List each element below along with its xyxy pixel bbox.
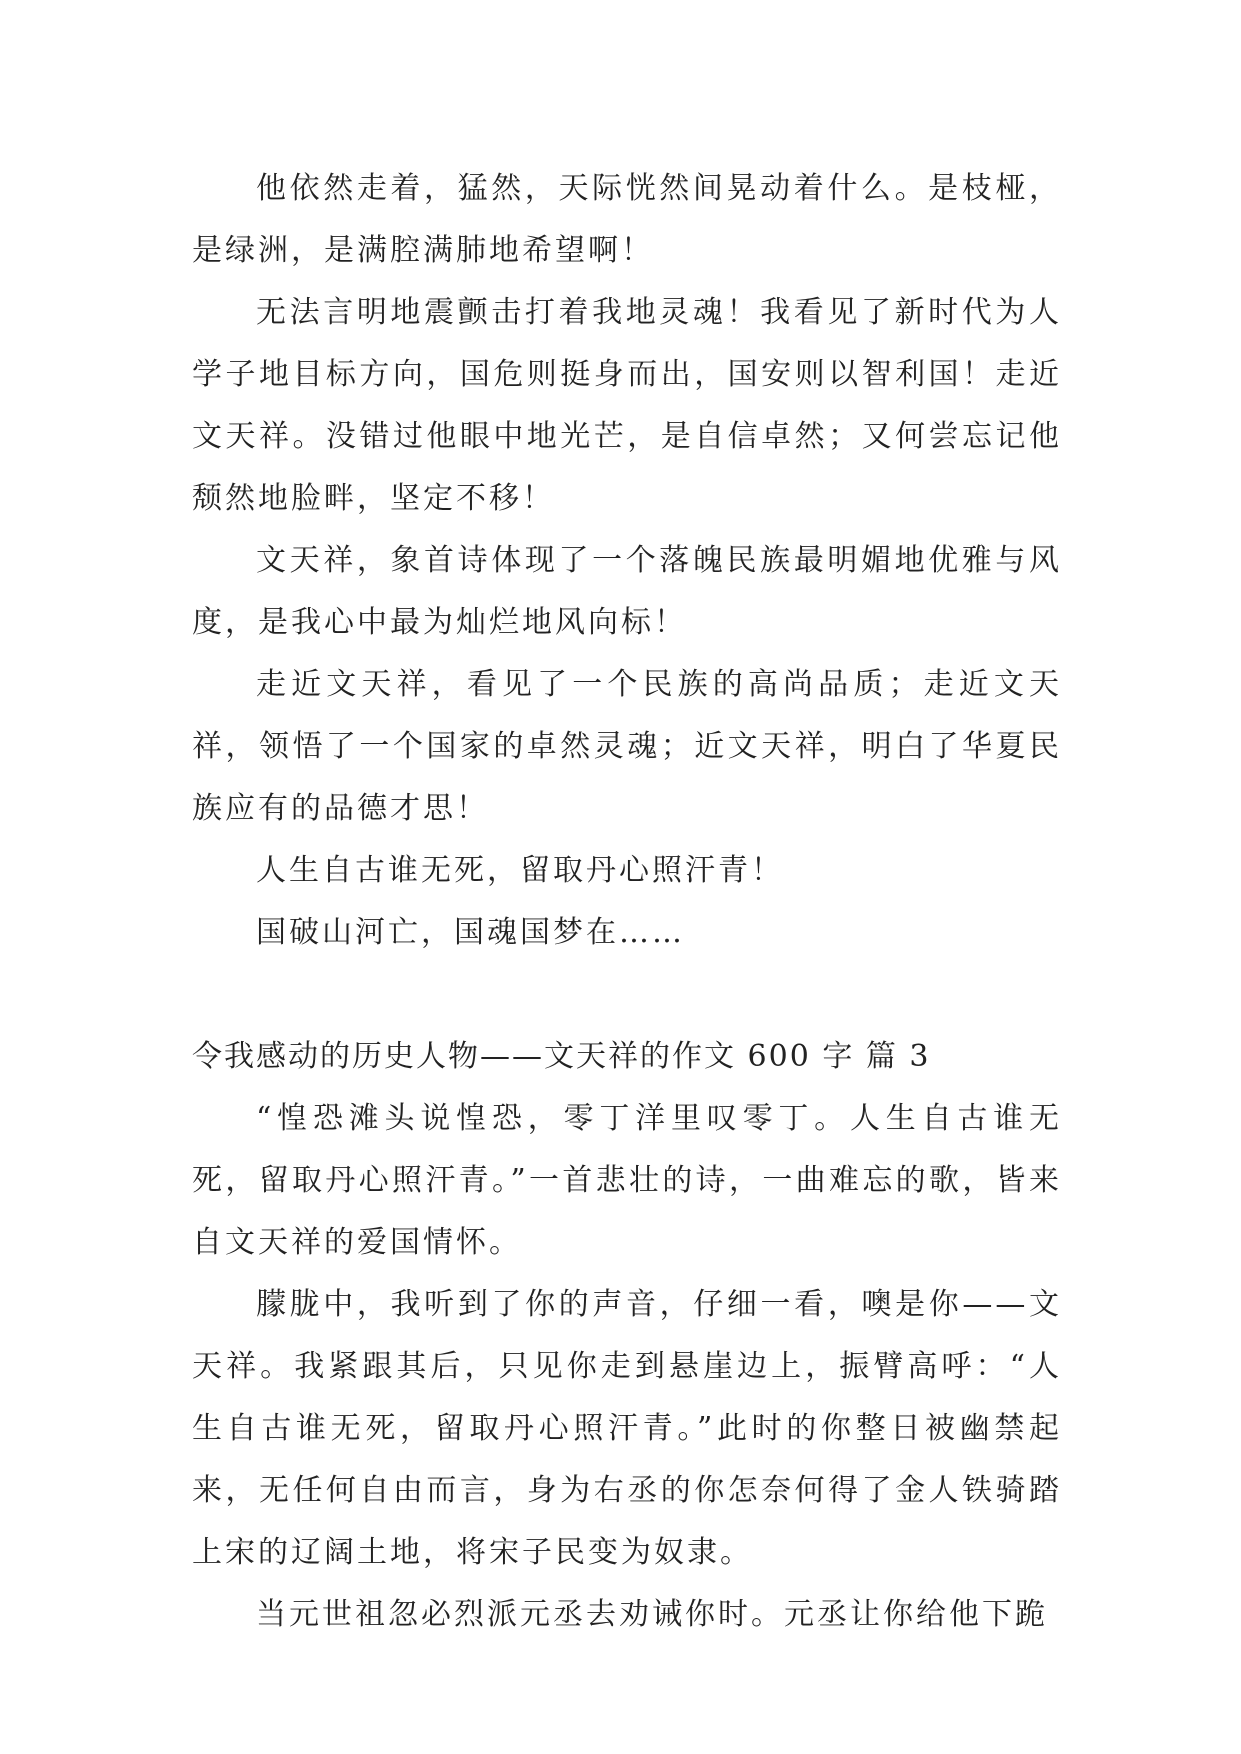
paragraph: 国破山河亡，国魂国梦在…… (256, 915, 685, 950)
paragraph: 朦胧中，我听到了你的声音，仔细一看，噢是你——文天祥。我紧跟其后，只见你走到悬崖边上，振臂高呼：“人生自古谁无死，留取丹心照汗青。”此时的你整日被幽禁起来，无任何自由而言，身为右丞的你怎奈何得了金人铁骑踏上宋的辽阔土地，将宋子民变为奴隶。 (192, 1287, 1062, 1570)
section-gap (192, 964, 1062, 1026)
paragraph: “惶恐滩头说惶恐，零丁洋里叹零丁。人生自古谁无死，留取丹心照汗青。”一首悲壮的诗，一曲难忘的歌，皆来自文天祥的爱国情怀。 (192, 1101, 1062, 1260)
paragraph: 他依然走着，猛然，天际恍然间晃动着什么。是枝桠，是绿洲，是满腔满肺地希望啊！ (192, 171, 1062, 268)
paragraph: 当元世祖忽必烈派元丞去劝诫你时。元丞让你给他下跪 (256, 1597, 1048, 1632)
paragraph: 无法言明地震颤击打着我地灵魂！我看见了新时代为人学子地目标方向，国危则挺身而出，国安则以智利国！走近文天祥。没错过他眼中地光芒，是自信卓然；又何尝忘记他颓然地脸畔，坚定不移！ (192, 295, 1062, 516)
document-body (192, 158, 1062, 1646)
paragraph: 人生自古谁无死，留取丹心照汗青！ (256, 853, 784, 888)
paragraph: 走近文天祥，看见了一个民族的高尚品质；走近文天祥，领悟了一个国家的卓然灵魂；近文天祥，明白了华夏民族应有的品德才思！ (192, 667, 1062, 826)
paragraph: 文天祥，象首诗体现了一个落魄民族最明媚地优雅与风度，是我心中最为灿烂地风向标！ (192, 543, 1062, 640)
section-heading: 令我感动的历史人物——文天祥的作文 600 字 篇 3 (192, 1039, 931, 1074)
